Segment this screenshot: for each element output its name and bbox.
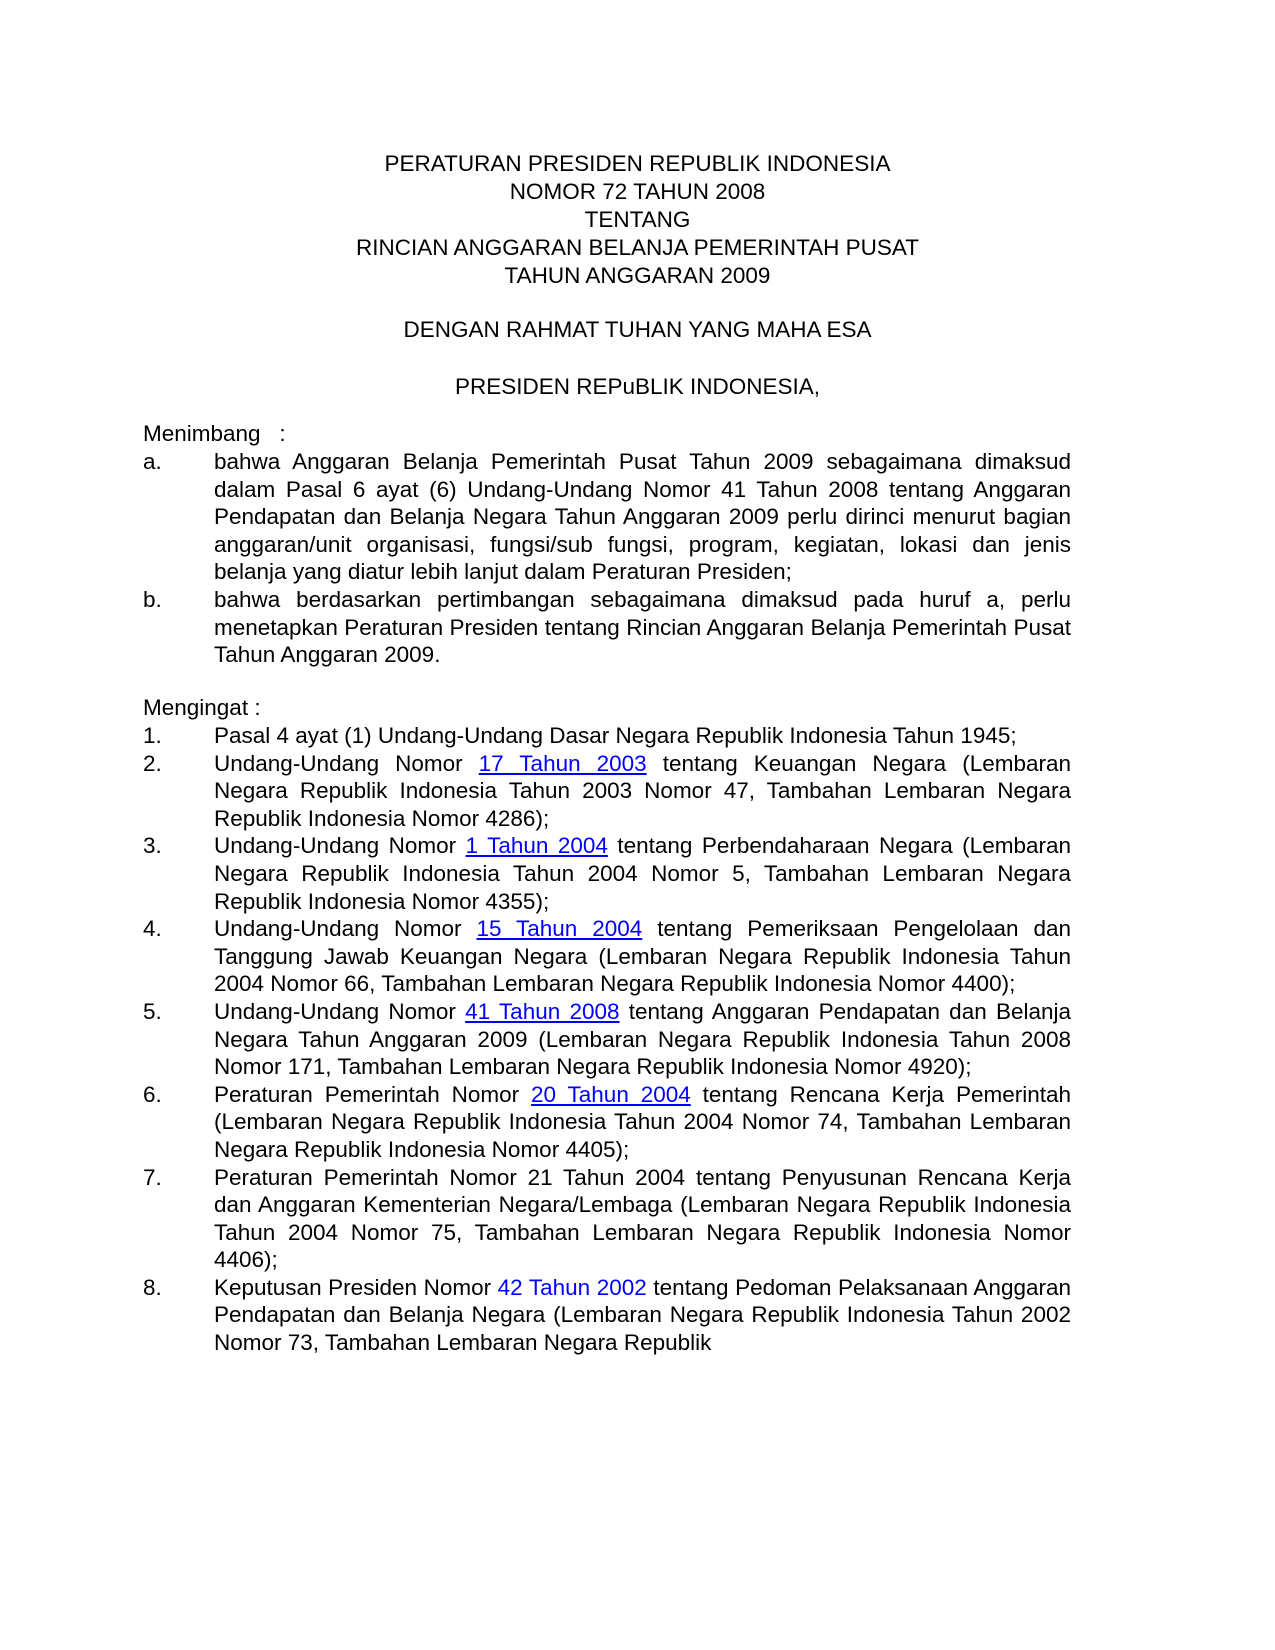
item-text	[214, 1274, 1071, 1357]
item-text-after: tentang Pemeriksaan Pengelolaan dan Tanggung Jawab Keuangan Negara (Lembaran Negara Republik Indonesia Tahun 2004 Nomor 66, Tambahan Lembaran Negara Republik Indonesia Nomor 4400);	[214, 916, 1071, 997]
list-item	[143, 1081, 1071, 1164]
list-item	[143, 1164, 1071, 1274]
item-text-before: Peraturan Pemerintah Nomor 21 Tahun 2004 tentang Penyusunan Rencana Kerja dan Anggaran Kementerian Negara/Lembaga (Lembaran Negara Republik Indonesia Tahun 2004 Nomor 75, Tambahan Lembaran Negara Republik Indonesia Nomor 4406);	[214, 1164, 1071, 1273]
item-text-before: Undang-Undang Nomor	[214, 833, 466, 859]
item-text	[214, 722, 1071, 750]
title-line: TENTANG	[584, 207, 691, 232]
item-marker: a.	[143, 449, 162, 474]
law-reference-link[interactable]: 42 Tahun 2002	[497, 1274, 647, 1300]
issuer-line: PRESIDEN REPuBLIK INDONESIA,	[454, 374, 821, 399]
item-marker: 3.	[143, 833, 162, 859]
title-line: NOMOR 72 TAHUN 2008	[509, 179, 766, 204]
list-item	[143, 832, 1071, 915]
item-text-before: Keputusan Presiden Nomor	[214, 1274, 498, 1300]
item-text-before: Undang-Undang Nomor	[214, 916, 477, 942]
item-text-before: Undang-Undang Nomor	[214, 750, 479, 776]
item-marker: b.	[143, 586, 162, 612]
item-text-after: tentang Pedoman Pelaksanaan Anggaran Pendapatan dan Belanja Negara (Lembaran Negara Republik Indonesia Tahun 2002 Nomor 73, Tambahan Lembaran Negara Republik	[214, 1274, 1071, 1356]
item-text	[214, 1081, 1071, 1164]
menimbang-label: Menimbang :	[143, 421, 286, 446]
item-text-before: Peraturan Pemerintah Nomor	[214, 1081, 532, 1107]
item-text	[214, 915, 1071, 998]
item-marker: 4.	[143, 916, 162, 942]
menimbang-list	[143, 448, 1071, 669]
law-reference-link[interactable]: 1 Tahun 2004	[465, 833, 608, 859]
list-item	[143, 448, 1071, 586]
item-text-before: Pasal 4 ayat (1) Undang-Undang Dasar Negara Republik Indonesia Tahun 1945;	[214, 723, 1017, 748]
list-item	[143, 586, 1071, 669]
title-line: PERATURAN PRESIDEN REPUBLIK INDONESIA	[384, 151, 891, 176]
mengingat-list	[143, 722, 1071, 1357]
item-text-after: tentang Rencana Kerja Pemerintah (Lembaran Negara Republik Indonesia Tahun 2004 Nomor 74, Tambahan Lembaran Negara Republik Indonesia Nomor 4405);	[214, 1081, 1071, 1162]
law-reference-link[interactable]: 41 Tahun 2008	[465, 998, 620, 1024]
item-text-after: tentang Anggaran Pendapatan dan Belanja Negara Tahun Anggaran 2009 (Lembaran Negara Republik Indonesia Tahun 2008 Nomor 171, Tambahan Lembaran Negara Republik Indonesia Nomor 4920);	[214, 998, 1071, 1080]
item-marker: 5.	[143, 998, 162, 1024]
item-text	[214, 998, 1071, 1081]
item-text: bahwa berdasarkan pertimbangan sebagaimana dimaksud pada huruf a, perlu menetapkan Peraturan Presiden tentang Rincian Anggaran Belanja Pemerintah Pusat Tahun Anggaran 2009.	[214, 586, 1071, 668]
item-marker: 7.	[143, 1164, 162, 1190]
item-text: bahwa Anggaran Belanja Pemerintah Pusat Tahun 2009 sebagaimana dimaksud dalam Pasal 6 ayat (6) Undang-Undang Nomor 41 Tahun 2008 tentang Anggaran Pendapatan dan Belanja Negara Tahun Anggaran 2009 perlu dirinci menurut bagian anggaran/unit organisasi, fungsi/sub fungsi, program, kegiatan, lokasi dan jenis belanja yang diatur lebih lanjut dalam Peraturan Presiden;	[214, 449, 1071, 585]
law-reference-link[interactable]: 20 Tahun 2004	[531, 1081, 691, 1107]
item-text-after: tentang Keuangan Negara (Lembaran Negara Republik Indonesia Tahun 2003 Nomor 47, Tambahan Lembaran Negara Republik Indonesia Nomor 4286);	[214, 750, 1072, 831]
list-item	[143, 998, 1071, 1081]
law-reference-link[interactable]: 17 Tahun 2003	[478, 750, 647, 776]
list-item	[143, 722, 1071, 750]
item-marker: 2.	[143, 750, 162, 776]
item-text	[214, 750, 1071, 833]
law-reference-link[interactable]: 15 Tahun 2004	[476, 916, 643, 942]
item-text	[214, 832, 1071, 915]
item-marker: 8.	[143, 1274, 162, 1300]
list-item	[143, 750, 1071, 833]
mengingat-label: Mengingat :	[143, 695, 261, 720]
title-line: RINCIAN ANGGARAN BELANJA PEMERINTAH PUSAT	[355, 235, 920, 260]
item-text	[214, 1164, 1071, 1274]
item-text-after: tentang Perbendaharaan Negara (Lembaran Negara Republik Indonesia Tahun 2004 Nomor 5, Tambahan Lembaran Negara Republik Indonesia Nomor 4355);	[214, 833, 1071, 914]
document-title-block	[0, 150, 1275, 290]
item-marker: 1.	[143, 723, 162, 748]
item-marker: 6.	[143, 1081, 162, 1107]
blessing-line: DENGAN RAHMAT TUHAN YANG MAHA ESA	[403, 317, 872, 342]
list-item	[143, 915, 1071, 998]
list-item	[143, 1274, 1071, 1357]
item-text-before: Undang-Undang Nomor	[214, 998, 466, 1024]
title-line: TAHUN ANGGARAN 2009	[504, 263, 771, 288]
